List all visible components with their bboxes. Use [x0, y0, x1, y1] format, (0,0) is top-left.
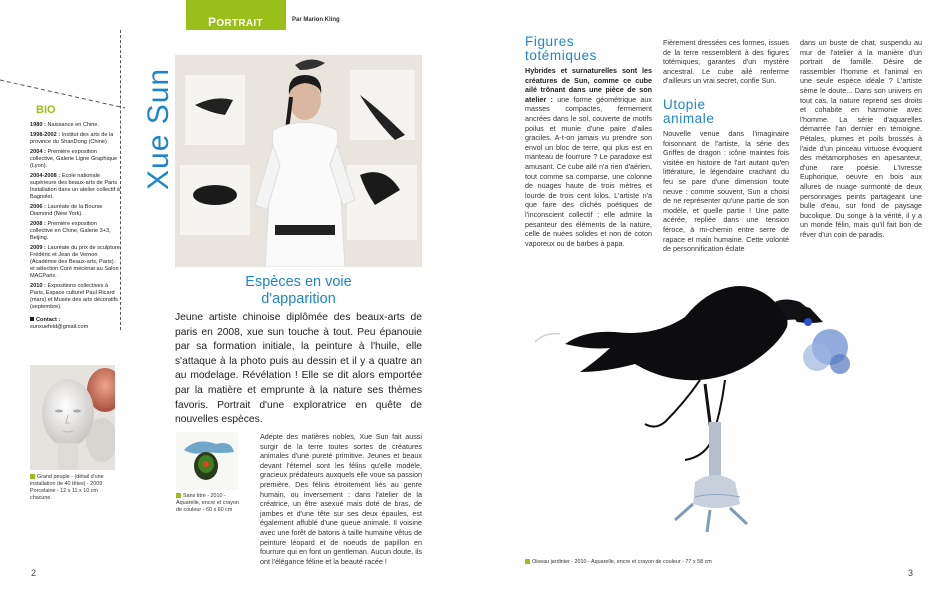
bio-entry	[30, 173, 120, 201]
bird-caption	[525, 559, 845, 566]
bio-entry	[30, 132, 120, 146]
section2-title-line-1: Utopie	[663, 97, 706, 112]
caption-marker	[176, 493, 181, 498]
porcelain-heads-image	[30, 365, 115, 470]
bio-year: 2009 :	[30, 245, 46, 251]
contact-label: Contact :	[36, 317, 61, 323]
bio-entry	[30, 149, 120, 170]
subtitle-line-1: Espèces en voie	[245, 274, 352, 290]
section2-body: Nouvelle venue dans l'imaginaire foisonnant de l'artiste, la série des Griffes de dragon : icône maintes fois visitée en histoire de l'art autant qu'en littérature, le légendaire crachant du feu se pare d'une dimension toute neuve : comme souvent, Sun a choisi de ne représenter qu'une partie de son modèle, et quelle partie ! Une patte acérée, repliée dans une tension féroce, à mi-chemin entre serre de rapace et main humaine. Cette volonté de personnification éclate	[663, 129, 789, 254]
bio-entry	[30, 204, 120, 218]
bio-title: BIO	[36, 104, 56, 116]
dashed-guide-diagonal	[0, 70, 130, 120]
untitled-caption	[176, 493, 246, 514]
section1-title	[525, 35, 597, 63]
section-initial: P	[208, 15, 217, 29]
bio-text: Première exposition collective, Galerie Ligne Graphique (Lyon).	[30, 149, 118, 169]
heads-caption	[30, 474, 116, 502]
bio-year: 2006 :	[30, 204, 46, 210]
heads-caption-text: Grand peuple - (détail d'une installation de 40 têtes) - 2009 Porcelaine - 12 x 11 x 10 cm chacune.	[30, 474, 104, 501]
caption-marker	[30, 474, 35, 479]
section2-title-line-2: animale	[663, 111, 715, 126]
bio-entry	[30, 221, 120, 242]
bio-year: 1998-2002 :	[30, 132, 61, 138]
untitled-artwork-image	[176, 432, 238, 490]
bio-year: 1980 :	[30, 122, 46, 128]
column4-text: dans un buste de chat, suspendu au mur de l'atelier à la manière d'un portrait de famille. Désire de rassembler l'homme et l'animal en une seule espèce idéale ? L'artiste sème le doute... Dans son univers en tout cas, la nature reprend ses droits et cohabite en harmonie avec l'homme. La série d'aquarelles démarrée l'an dernier en témoigne. Pétales, plumes et poils brossés à l'aide d'un pinceau virtuose évoquent des métamorphoses en apesanteur, d'une rare poésie. L'Ivresse Euphorique, oeuvre en bois aux allures de nuage surmonté de deux personnages peints partageant une bulle d'eau, sur fond de paysage bucolique. Du songe à la vérité, il y a un monde félin, mais qu'il fait bon de rêver d'un coin de paradis.	[800, 38, 922, 239]
page-number-left: 2	[31, 568, 37, 578]
bio-entry	[30, 122, 120, 129]
bird-caption-text: Oiseau jardinier - 2010 - Aquarelle, encre et crayon de couleur - 77 x 58 cm	[532, 559, 712, 565]
section1-text: une forme géométrique aux masses compactes, fermement ancrées dans le sol, couverte de motifs poilus et munie d'une paire d'ailes graciles. A-t-on jamais vu prendre son envol un bloc de terre, qui plus est en manteau de fourrure ? Le paradoxe est amusant. Ce cube ailé n'a rien d'aérien, tout comme sa comparse, une colonne de nuages haute de trois mètres et lourde de trois cent kilos. L'artiste n'a que faire des clichés poétiques de l'inconscient collectif ; elle admire la pesanteur des éléments de la nature, celle de nuées solides et non de coton vaporeux ou de barbes à papa.	[525, 94, 652, 248]
page-number-right: 3	[908, 568, 914, 578]
bio-text: Expositions collectives à Paris, Espace culturel Paul Ricard (mars) et Musée des arts décoratifs (septembre).	[30, 283, 118, 310]
gardener-bird-artwork	[525, 272, 925, 542]
bio-entry	[30, 245, 120, 280]
article-subtitle	[175, 274, 422, 308]
bio-text: Première exposition collective en Chine, Galerie 3+3, Beijing.	[30, 221, 111, 241]
bio-year: 2004-2008 :	[30, 173, 61, 179]
contact-block	[30, 317, 120, 331]
bio-year: 2008 :	[30, 221, 46, 227]
section1-title-line-1: Figures	[525, 34, 575, 49]
intro-paragraph: Jeune artiste chinoise diplômée des beaux-arts de paris en 2008, xue sun touche à tout. Peu épanouie par sa formation initiale, la peinture à l'huile, elle s'attaque à la photo puis au dessin et il y a quatre an au modelage. Révélation ! Elle se dit alors emportée par la matière et emprunte à la nature ses thèmes favoris. Portrait d'une exploratrice en quête de nouvelles espèces.	[175, 312, 422, 426]
artist-portrait-photo	[175, 55, 422, 267]
section1-body	[525, 66, 652, 248]
bio-entry	[30, 283, 120, 311]
bio-text: Institut des arts de la province du ShanDong (Chine)	[30, 132, 114, 145]
section1-title-line-2: totémiques	[525, 48, 598, 63]
caption-marker	[525, 559, 530, 564]
bio-year: 2004 :	[30, 149, 46, 155]
untitled-caption-text: Sans titre - 2010 - Aquarelle, encre et crayon de couleur - 60 x 60 cm	[176, 493, 239, 513]
contact-email[interactable]: sunxuefeld@gmail.com	[30, 324, 89, 330]
bio-list	[30, 122, 120, 334]
subtitle-line-2: d'apparition	[261, 291, 336, 307]
section-header	[186, 0, 286, 30]
bio-text: Naissance en Chine.	[47, 122, 100, 128]
section2-title	[663, 98, 714, 126]
bio-text: Lauréate de la Bourse Diamond (New York).	[30, 204, 103, 217]
bio-text: Ecole nationale supérieure des beaux-arts de Paris Installation dans un atelier collectif à Bagnolet.	[30, 173, 120, 200]
artist-name: Xue Sun	[142, 67, 175, 190]
byline: Par Marion Kling	[292, 17, 340, 23]
column3-text: Fièrement dressées ces formes, issues de la terre ressemblent à des figures totémiques, garantes d'un mystère ancestral. Le cube ailé renferme d'ailleurs un vrai secret, confie Sun.	[663, 38, 789, 86]
bio-year: 2010 :	[30, 283, 46, 289]
bio-text: Lauréate du prix de sculpture Frédéric et Jean de Vernon (Académie des Beaux-arts, Paris) : et sélection Coré mécénat au Salon MACParis.	[30, 245, 120, 279]
section1-lead: Hybrides et surnaturelles sont les créatures de Sun, comme ce cube ailé trônant dans une pièce de son atelier :	[525, 66, 652, 104]
body-column-left: Adepte des matières nobles, Xue Sun fait aussi surgir de la terre toutes sortes de créatures animales d'une pureté primitive. Jeunes et beaux devant l'éternel sont les félins qu'elle modèle, gracieux prédateurs auxquels elle voue sa passion première. Des félins étroitement liés au genre humain, ou inversement : dans l'atelier de la créatrice, un être asexué mais doté de bras, de jambes et d'une tête sur ses deux épaules, est également affublé d'une queue animale. Il voisine avec une forêt de batons à taille humaine vêtus de peinture léopard et de noeuds de papillon en fourrure qui en font un gentleman. Aucun doute, ils ont l'élégance féline et la beauté racée !	[260, 432, 422, 566]
section-title: ORTRAIT	[216, 18, 263, 29]
